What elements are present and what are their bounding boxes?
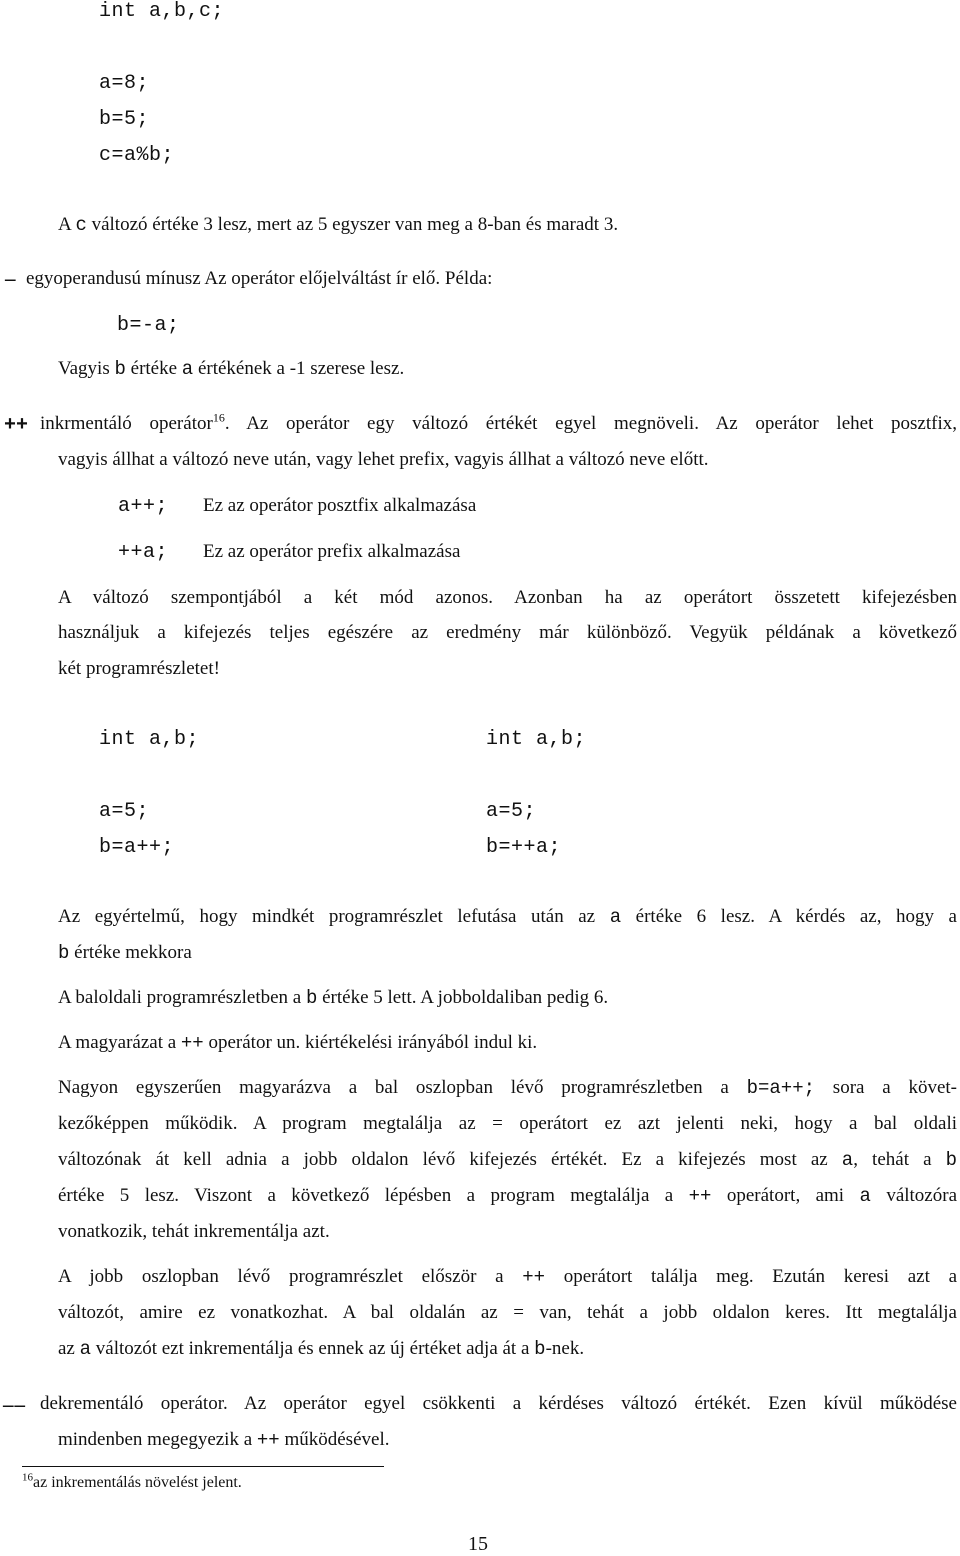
code-right-decl: int a,b;	[486, 728, 587, 751]
code-line: b=5;	[99, 108, 150, 131]
postfix-text: Ez az operátor posztfix alkalmazása	[203, 495, 477, 516]
modulo-explanation: A c változó értéke 3 lesz, mert az 5 egyszer van meg a 8-ban és maradt 3.	[58, 214, 619, 236]
code-left-line: a=5;	[99, 800, 150, 823]
footnote-ref: 16	[212, 410, 225, 425]
code-right-line: a=5;	[486, 800, 537, 823]
code-left-decl: int a,b;	[99, 728, 200, 751]
paragraph-line: A változó szempontjából a két mód azonos. Azonban ha az operátort összetett kifejezésben	[58, 587, 957, 608]
paragraph-line: A magyarázat a ++ operátor un. kiértékelési irányából indul ki.	[58, 1032, 538, 1054]
code-left-line: b=a++;	[99, 836, 175, 859]
prefix-code: ++a;	[118, 541, 169, 564]
increment-symbol: ++	[4, 414, 29, 437]
minus-description: egyoperandusú mínusz Az operátor előjelváltást ír elő. Példa:	[26, 268, 493, 289]
paragraph-line: kezőképpen működik. A program megtalálja az = operátort ez azt jelenti neki, hogy a bal oldali	[58, 1113, 957, 1134]
paragraph-line: két programrészletet!	[58, 658, 220, 679]
prefix-text: Ez az operátor prefix alkalmazása	[203, 541, 461, 562]
paragraph-line: A jobb oszlopban lévő programrészlet először a ++ operátort találja meg. Ezután keresi azt a	[58, 1266, 958, 1288]
paragraph-line: értéke 5 lesz. Viszont a következő lépésben a program megtalálja a ++ operátort, ami a változóra	[58, 1185, 957, 1207]
paragraph-line: A baloldali programrészletben a b értéke 5 lett. A jobboldaliban pedig 6.	[58, 987, 609, 1009]
paragraph-line: Az egyértelmű, hogy mindkét programrészlet lefutása után az a értéke 6 lesz. A kérdés az, hogy a	[58, 906, 957, 928]
code-line: a=8;	[99, 72, 150, 95]
code-decl-abc: int a,b,c;	[99, 0, 225, 23]
code-line: c=a%b;	[99, 144, 175, 167]
paragraph-line: b értéke mekkora	[58, 942, 192, 964]
page-number: 15	[468, 1533, 488, 1555]
increment-line-1: inkrmentáló operátor$^{16}$. Az operátor egy változó értékét egyel megnöveli. Az operátor lehet posztfix,	[40, 410, 958, 434]
paragraph-line: vonatkozik, tehát inkrementálja azt.	[58, 1221, 330, 1242]
minus-symbol: –	[5, 266, 16, 290]
paragraph-line: változót, amire ez vonatkozhat. A bal oldalán az = van, tehát a jobb oldalon keres. Itt megtalálja	[58, 1302, 957, 1323]
paragraph-line: változónak át kell adnia a jobb oldalon lévő kifejezés értékét. Ez a kifejezés most az a, tehát a b	[58, 1149, 958, 1171]
minus-code: b=-a;	[117, 314, 180, 337]
postfix-code: a++;	[118, 495, 169, 518]
decrement-symbol: ––	[3, 1392, 26, 1416]
footnote-number: 16	[22, 1471, 33, 1484]
paragraph-line: az a változót ezt inkrementálja és ennek az új értéket adja át a b-nek.	[58, 1338, 585, 1360]
footnote: $^{16}$az inkrementálás növelést jelent.	[22, 1471, 242, 1491]
paragraph-line: Nagyon egyszerűen magyarázva a bal oszlopban lévő programrészletben a b=a++; sora a követ-	[58, 1077, 957, 1099]
minus-explanation: Vagyis b értéke a értékének a -1 szerese lesz.	[58, 358, 405, 380]
paragraph-line: használjuk a kifejezés teljes egészére az eredmény már különböző. Vegyük példának a következő	[58, 622, 957, 643]
footnote-separator	[22, 1466, 384, 1467]
decrement-line-2: mindenben megegyezik a ++ működésével.	[58, 1429, 390, 1451]
code-right-line: b=++a;	[486, 836, 562, 859]
increment-line-2: vagyis állhat a változó neve után, vagy lehet prefix, vagyis állhat a változó neve előtt.	[58, 449, 709, 470]
decrement-line-1: dekrementáló operátor. Az operátor egyel csökkenti a kérdéses változó értékét. Ezen kívül működése	[40, 1393, 957, 1414]
